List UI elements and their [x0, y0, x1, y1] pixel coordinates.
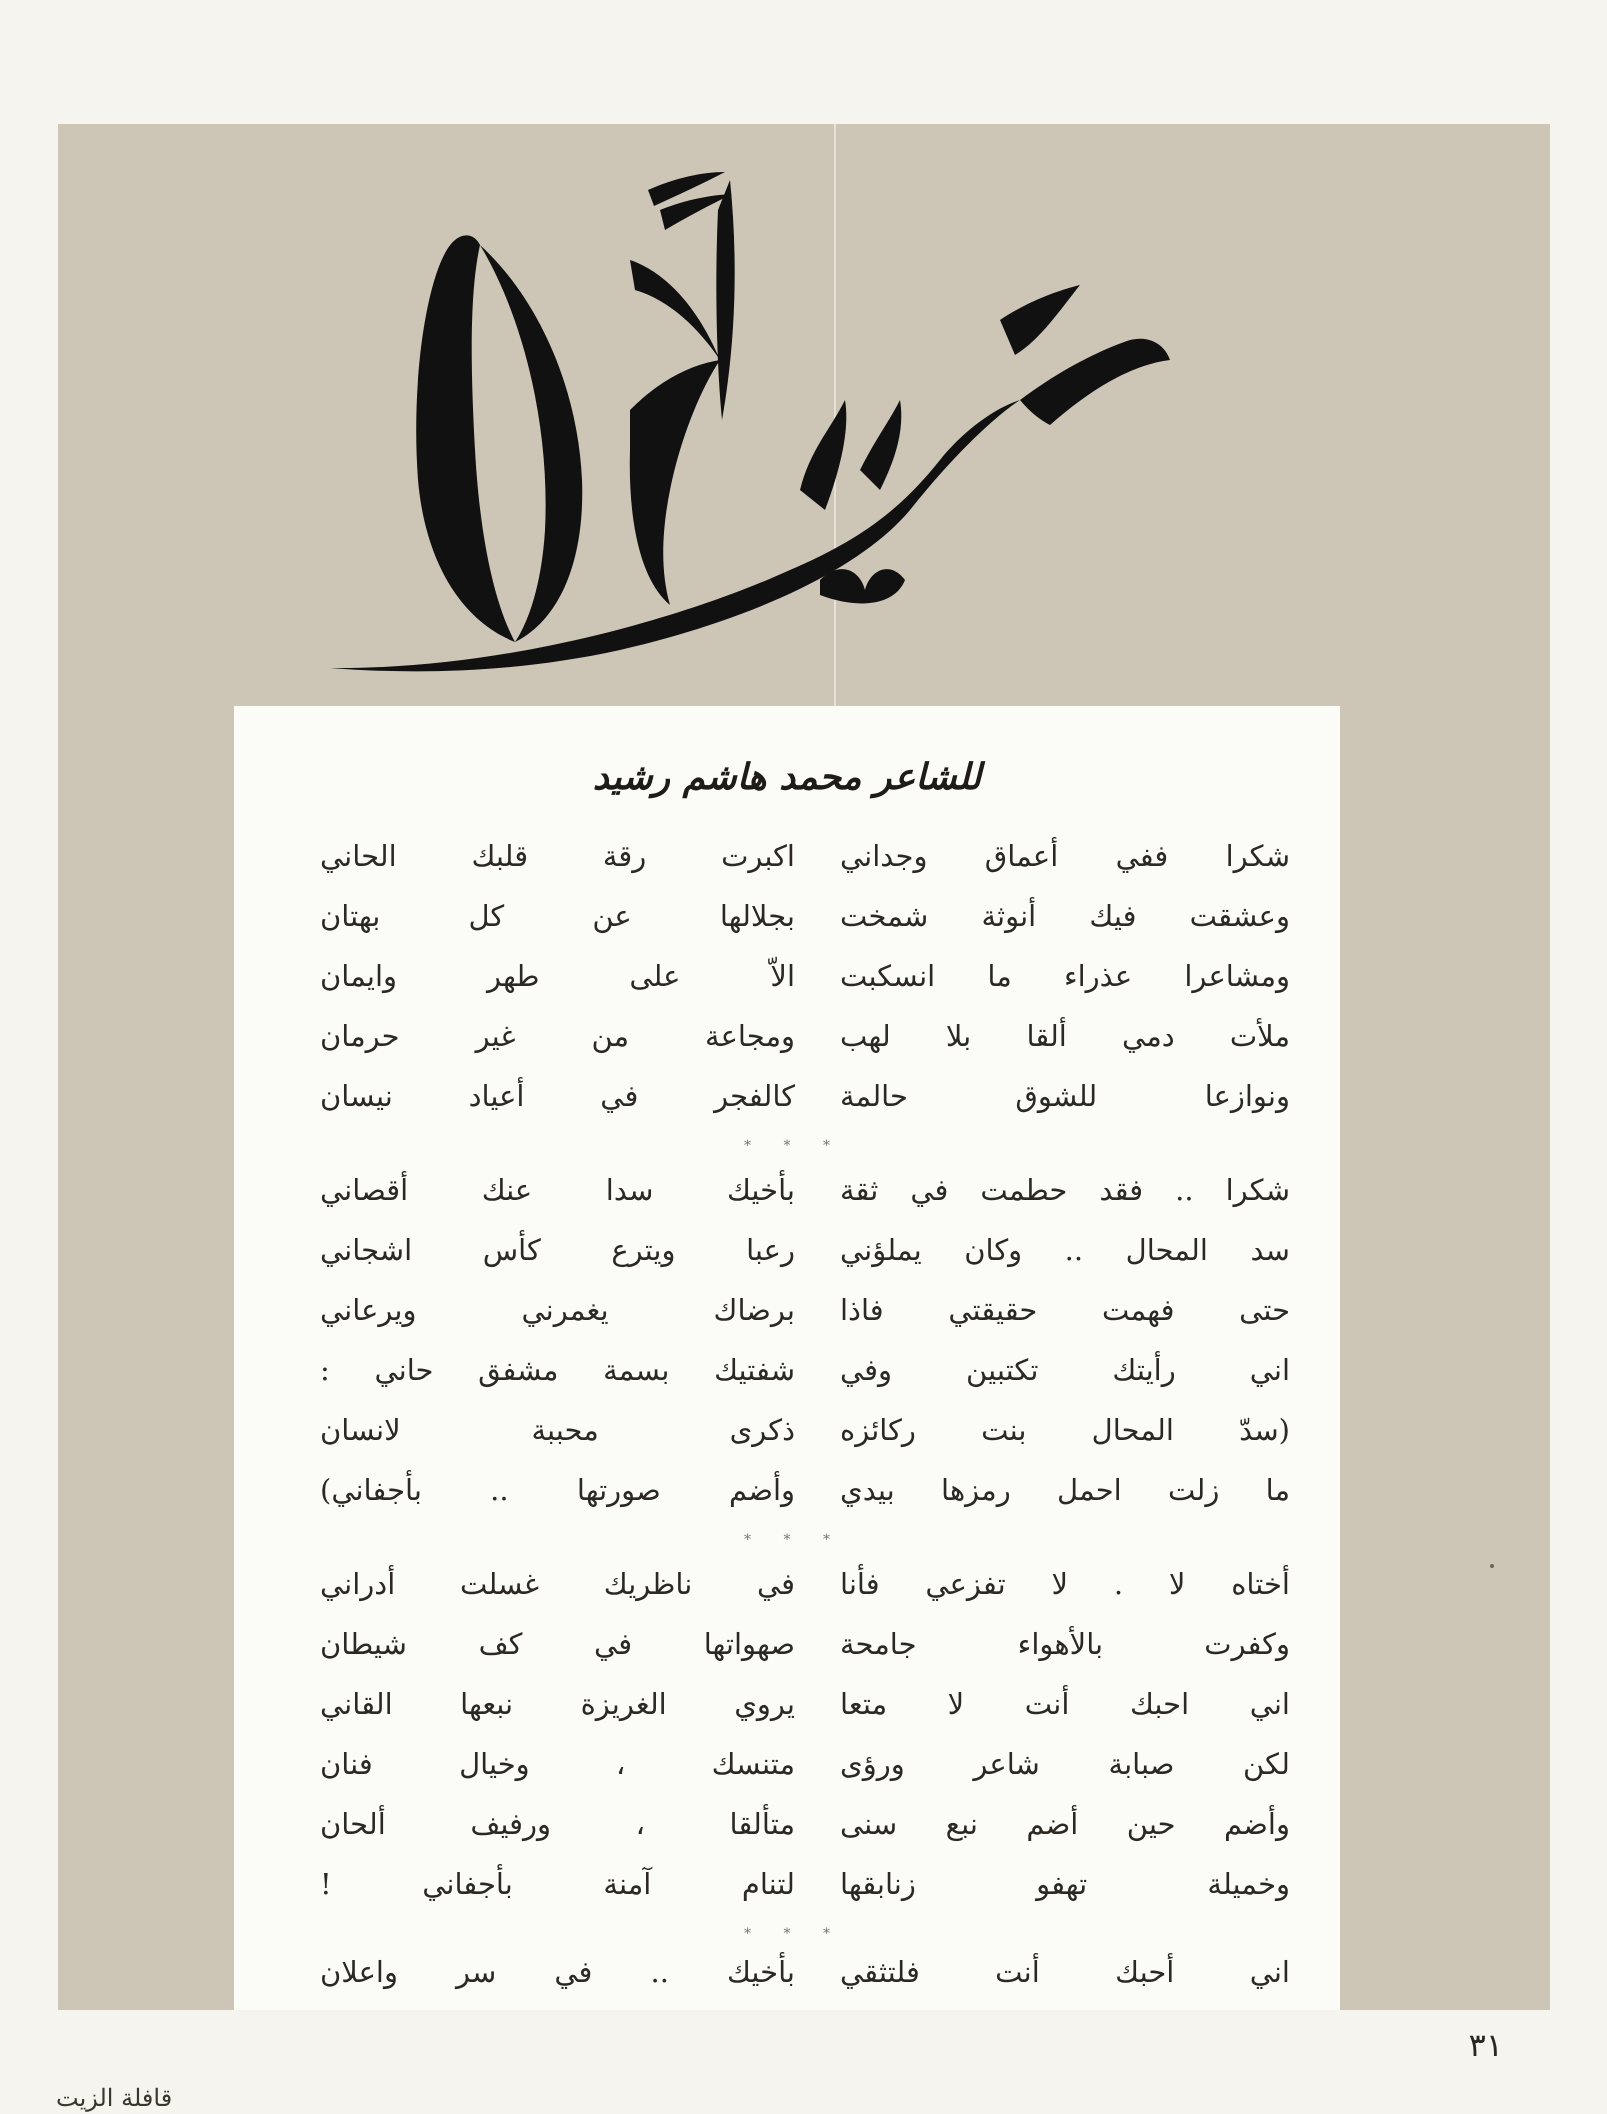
verse-right: ونوازعا للشوق حالمة [840, 1079, 1290, 1113]
verse-left: صهواتها في كف شيطان [320, 1627, 795, 1661]
verse-right: وخميلة تهفو زنابقها [840, 1867, 1290, 1901]
verse-right: وكفرت بالأهواء جامحة [840, 1627, 1290, 1661]
stanza-separator: * * * [744, 1532, 844, 1548]
poem-box [234, 706, 1340, 2010]
verse-left: بأخيك .. في سر واعلان [320, 1955, 795, 1989]
verse-right: شكرا .. فقد حطمت في ثقة [840, 1173, 1290, 1207]
verse-right: لكن صبابة شاعر ورؤى [840, 1747, 1290, 1781]
calligraphy-shukran-art [300, 150, 1260, 690]
verse-left: في ناظريك غسلت أدراني [320, 1567, 795, 1601]
verse-right: (سدّ المحال بنت ركائزه [840, 1413, 1290, 1447]
verse-right: وأضم حين أضم نبع سنى [840, 1807, 1290, 1841]
verse-left: متألقا ، ورفيف ألحان [320, 1807, 795, 1841]
verse-left: ذكرى محببة لانسان [320, 1413, 795, 1447]
verse-left: برضاك يغمرني ويرعاني [320, 1293, 795, 1327]
verse-left: بأخيك سدا عنك أقصاني [320, 1173, 795, 1207]
verse-left: يروي الغريزة نبعها القاني [320, 1687, 795, 1721]
verse-right: سد المحال .. وكان يملؤني [840, 1233, 1290, 1267]
magazine-name: قافلة الزيت [56, 2084, 173, 2112]
verse-left: الاّ على طهر وايمان [320, 959, 795, 993]
poet-byline: للشاعر محمد هاشم رشيد [592, 756, 982, 798]
verse-right: أختاه لا . لا تفزعي فأنا [840, 1567, 1290, 1601]
verse-right: اني أحبك أنت فلتثقي [840, 1955, 1290, 1989]
title-calligraphy [300, 150, 1260, 690]
verse-left: لتنام آمنة بأجفاني ! [320, 1867, 795, 1901]
verse-left: ومجاعة من غير حرمان [320, 1019, 795, 1053]
verse-right: حتى فهمت حقيقتي فاذا [840, 1293, 1290, 1327]
verse-left: متنسك ، وخيال فنان [320, 1747, 795, 1781]
verse-left: كالفجر في أعياد نيسان [320, 1079, 795, 1113]
verse-right: ومشاعرا عذراء ما انسكبت [840, 959, 1290, 993]
page-number: ٣١ [1468, 2026, 1503, 2064]
verse-right: اني احبك أنت لا متعا [840, 1687, 1290, 1721]
verse-right: وعشقت فيك أنوثة شمخت [840, 899, 1290, 933]
verse-right: اني رأيتك تكتبين وفي [840, 1353, 1290, 1387]
verse-right: شكرا ففي أعماق وجداني [840, 839, 1290, 873]
verse-right: ما زلت احمل رمزها بيدي [840, 1473, 1290, 1507]
verse-left: اكبرت رقة قلبك الحاني [320, 839, 795, 873]
verse-left: رعبا ويترع كأس اشجاني [320, 1233, 795, 1267]
verse-left: وأضم صورتها .. بأجفاني) [320, 1473, 795, 1507]
print-speck [1490, 1564, 1494, 1568]
stanza-separator: * * * [744, 1926, 844, 1942]
stanza-separator: * * * [744, 1138, 844, 1154]
verse-right: ملأت دمي ألقا بلا لهب [840, 1019, 1290, 1053]
verse-left: بجلالها عن كل بهتان [320, 899, 795, 933]
verse-left: شفتيك بسمة مشفق حاني : [320, 1353, 795, 1387]
